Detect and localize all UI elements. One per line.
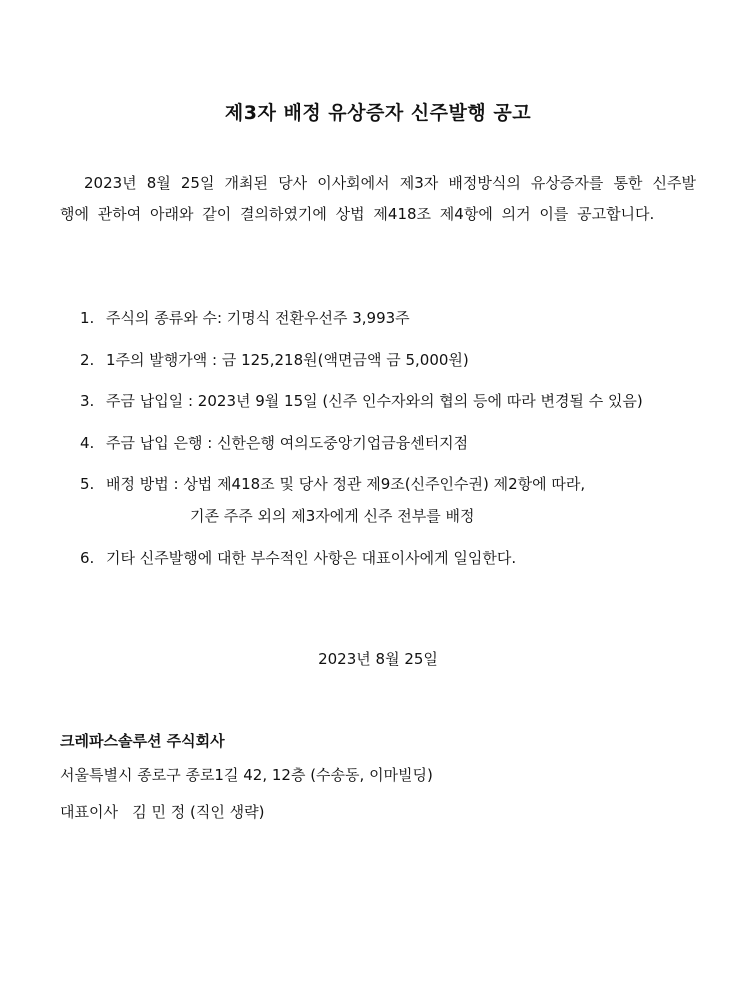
item-number: 6. bbox=[80, 548, 95, 567]
notice-title: 제3자 배정 유상증자 신주발행 공고 bbox=[224, 102, 532, 124]
item-text-group bbox=[106, 471, 720, 529]
item-text: 배정 방법 : 상법 제418조 및 당사 정관 제9조(신주인수권) 제2항에 따라, bbox=[106, 475, 586, 493]
item-continuation: 기존 주주 외의 제3자에게 신주 전부를 배정 bbox=[190, 507, 475, 525]
item-text: 주금 납입일 : 2023년 9월 15일 (신주 인수자와의 협의 등에 따라 변경될 수 있음) bbox=[106, 392, 643, 410]
list-item bbox=[80, 347, 720, 373]
item-number: 2. bbox=[80, 350, 95, 369]
item-number: 1. bbox=[80, 309, 95, 327]
ceo-signature: 대표이사 김 민 정 (직인 생략) bbox=[60, 803, 265, 821]
item-text: 기타 신주발행에 대한 부수적인 사항은 대표이사에게 일임한다. bbox=[106, 548, 517, 567]
notice-date: 2023년 8월 25일 bbox=[318, 650, 438, 668]
item-number: 3. bbox=[80, 392, 95, 410]
list-item bbox=[80, 388, 720, 414]
intro-paragraph: 2023년 8월 25일 개최된 당사 이사회에서 제3자 배정방식의 유상증자를 통한 신주발행에 관하여 아래와 같이 결의하였기에 상법 제418조 제4항에 의거 이를 공고합니다. bbox=[60, 174, 696, 223]
company-address: 서울특별시 종로구 종로1길 42, 12층 (수송동, 이마빌딩) bbox=[60, 766, 433, 784]
item-number: 5. bbox=[80, 475, 95, 493]
item-text: 주금 납입 은행 : 신한은행 여의도중앙기업금융센터지점 bbox=[106, 433, 469, 452]
company-name: 크레파스솔루션 주식회사 bbox=[60, 732, 225, 750]
item-text: 1주의 발행가액 : 금 125,218원(액면금액 금 5,000원) bbox=[106, 350, 469, 369]
resolution-items bbox=[80, 305, 720, 586]
list-item bbox=[80, 545, 720, 571]
item-number: 4. bbox=[80, 433, 95, 452]
list-item bbox=[80, 305, 720, 331]
list-item bbox=[80, 471, 720, 529]
item-text: 주식의 종류와 수: 기명식 전환우선주 3,993주 bbox=[106, 309, 410, 327]
list-item bbox=[80, 430, 720, 456]
